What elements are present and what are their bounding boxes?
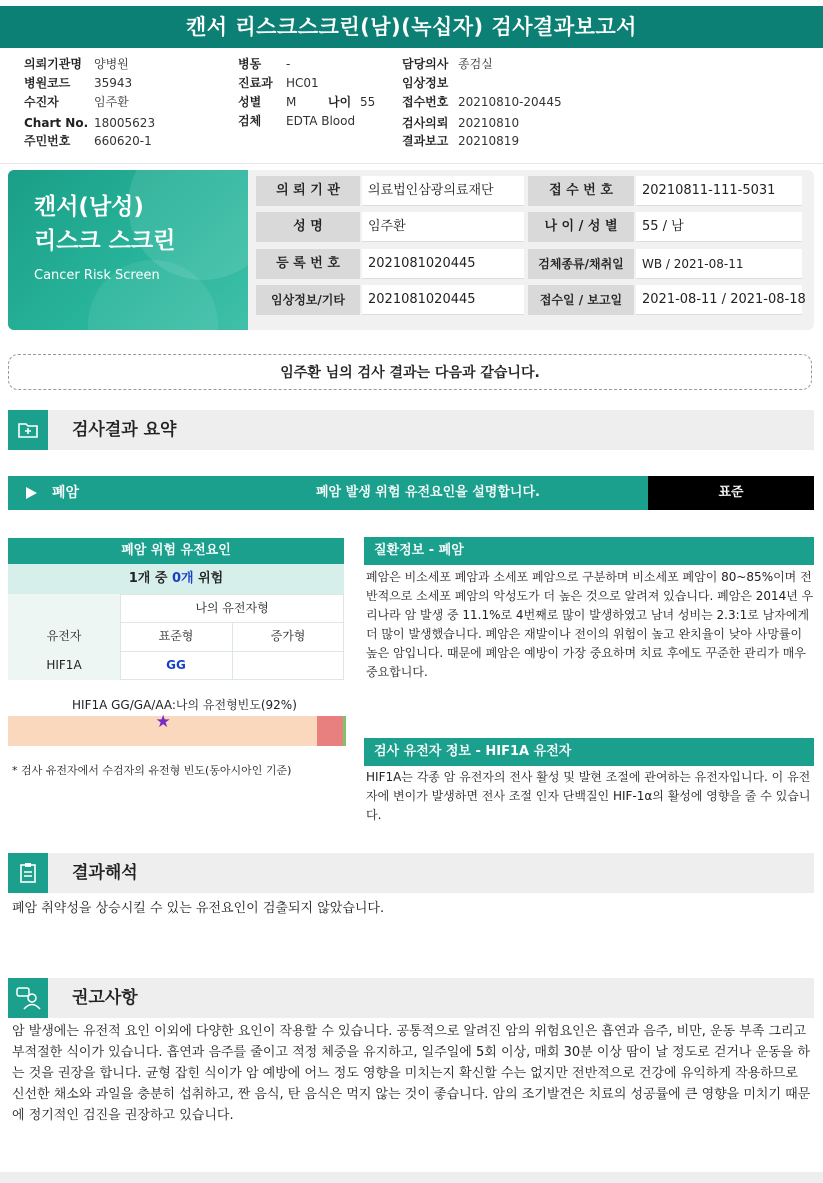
meta-clinical-info: 임상정보 bbox=[402, 76, 449, 90]
standard-genotype-cell: GG bbox=[166, 658, 186, 672]
meta-specimen: 검체 EDTA Blood bbox=[238, 114, 356, 128]
meta-chart-no: Chart No. 18005623 bbox=[24, 116, 156, 130]
my-genotype-star-icon: ★ bbox=[155, 712, 171, 732]
info-key-institution: 의 뢰 기 관 bbox=[256, 176, 360, 206]
recommendation-text: 암 발생에는 유전적 요인 이외에 다양한 요인이 작용할 수 있습니다. 공통적으로 알려진 암의 위험요인은 흡연과 음주, 비만, 운동 부족 그리고 부적절한 식이가 있습니다. 흡연과 음주를 줄이고 적정 체중을 유지하고, 일주일에 5회 이상, 매회 30분 이상 땀이 날 정도로 걷거나 운동을 하는 것을 권장을 합니다. 균형 잡힌 식이가 암 예방에 어느 정도 영향을 미치는지 확신할 수는 없지만 전반적으로 건강에 유익하게 작용하므로 신선한 채소와 과일을 충분히 섭취하고, 짠 음식, 탄 음식은 먹지 않는 것이 좋습니다. 암의 조기발견은 치료의 성공률에 큰 영향을 미치기 때문에 정기적인 검진을 권장하고 있습니다. bbox=[12, 1024, 811, 1123]
genotype-frequency-label: HIF1A GG/GA/AA:나의 유전형빈도(92%) bbox=[72, 698, 297, 712]
info-value-clinical: 2021081020445 bbox=[362, 285, 524, 315]
meta-department: 진료과 HC01 bbox=[238, 76, 319, 90]
hero-banner bbox=[8, 170, 248, 330]
meta-sex: 성별 M 나이 55 bbox=[238, 95, 376, 109]
meta-doctor: 담당의사 종검실 bbox=[402, 57, 493, 71]
disease-info-text: 폐암은 비소세포 폐암과 소세포 폐암으로 구분하며 비소세포 폐암이 80~85%이며 전반적으로 소세포 폐암의 악성도가 더 높은 것으로 알려져 있습니다. 폐암은 2014년 우리나라 암 발생 중 11.1%로 4번째로 많이 발생하였고 남녀 성비는 2.3:1로 남자에게 더 많이 발생했습니다. 폐암은 재발이나 전이의 위험이 높고 완치율이 낮아 사망률이 높은 암입니다. 때문에 폐암은 예방이 가장 중요하며 치료 후에도 꾸준한 관리가 매우 중요합니다. bbox=[366, 570, 814, 679]
info-key-dates: 접수일 / 보고일 bbox=[528, 285, 634, 315]
cancer-description: 폐암 발생 위험 유전요인을 설명합니다. bbox=[316, 485, 540, 500]
genotype-frequency-bar bbox=[8, 716, 346, 746]
meta-test-request: 검사의뢰 20210810 bbox=[402, 116, 520, 130]
summary-section-header bbox=[8, 410, 814, 450]
disease-info-header: 질환정보 - 폐암 bbox=[364, 537, 814, 565]
meta-patient: 수진자 임주환 bbox=[24, 95, 129, 109]
gene-name-cell: HIF1A bbox=[46, 658, 82, 672]
doctor-consult-icon bbox=[8, 978, 48, 1018]
cancer-name: 폐암 bbox=[52, 485, 80, 501]
recommendation-title: 권고사항 bbox=[72, 988, 138, 1008]
gene-info-header: 검사 유전자 정보 - HIF1A 유전자 bbox=[364, 738, 814, 766]
frequency-segment-1 bbox=[317, 716, 343, 746]
risk-grade-badge: 표준 bbox=[648, 476, 814, 510]
report-title: 캔서 리스크스크린(남)(녹십자) 검사결과보고서 bbox=[0, 6, 823, 48]
hero-subtitle: Cancer Risk Screen bbox=[34, 268, 160, 283]
my-genotype-header: 나의 유전자형 bbox=[195, 601, 269, 615]
info-key-age-sex: 나 이 / 성 별 bbox=[528, 212, 634, 242]
recommendation-section-header bbox=[8, 978, 814, 1018]
risk-count: 1개 중 0개 위험 bbox=[128, 571, 224, 586]
info-key-specimen: 검체종류/채취일 bbox=[528, 249, 634, 279]
gene-info-text: HIF1A는 각종 암 유전자의 전사 활성 및 발현 조절에 관여하는 유전자입니다. 이 유전자에 변이가 발생하면 전사 조절 인자 단백질인 HIF-1α의 활성에 영향을 줄 수 있습니다. bbox=[366, 770, 811, 822]
play-triangle-icon bbox=[26, 487, 37, 499]
result-greeting: 임주환 님의 검사 결과는 다음과 같습니다. bbox=[8, 354, 812, 390]
footer-strip bbox=[0, 1172, 823, 1183]
increased-genotype-cell bbox=[232, 651, 344, 680]
info-key-name: 성 명 bbox=[256, 212, 360, 242]
interpretation-title: 결과해석 bbox=[72, 863, 138, 883]
meta-resident-no: 주민번호 660620-1 bbox=[24, 134, 152, 148]
standard-column-header: 표준형 bbox=[158, 629, 194, 643]
info-value-name: 임주환 bbox=[362, 212, 524, 242]
increased-column-header: 증가형 bbox=[270, 629, 306, 643]
info-value-institution: 의료법인삼광의료재단 bbox=[362, 176, 524, 206]
meta-ward: 병동 - bbox=[238, 57, 291, 71]
interpretation-section-header bbox=[8, 853, 814, 893]
patient-meta bbox=[0, 56, 823, 164]
meta-hospital-code: 병원코드 35943 bbox=[24, 76, 133, 90]
risk-table-header: 폐암 위험 유전요인 bbox=[8, 538, 344, 564]
info-key-receipt: 접 수 번 호 bbox=[528, 176, 634, 206]
meta-receipt-no: 접수번호 20210810-20445 bbox=[402, 95, 562, 109]
info-value-dates: 2021-08-11 / 2021-08-18 bbox=[636, 285, 802, 315]
info-key-clinical: 임상정보/기타 bbox=[256, 285, 360, 315]
frequency-footnote: * 검사 유전자에서 수검자의 유전형 빈도(동아시아인 기준) bbox=[12, 764, 292, 777]
info-value-specimen: WB / 2021-08-11 bbox=[636, 249, 802, 279]
clipboard-icon bbox=[8, 853, 48, 893]
info-key-registration: 등 록 번 호 bbox=[256, 249, 360, 279]
meta-hospital-name: 의뢰기관명 양병원 bbox=[24, 57, 129, 71]
meta-result-report: 결과보고 20210819 bbox=[402, 134, 520, 148]
cancer-summary-bar bbox=[8, 476, 814, 510]
hero-title: 캔서(남성) 리스크 스크린 bbox=[34, 194, 176, 254]
summary-title: 검사결과 요약 bbox=[72, 420, 177, 440]
info-value-age-sex: 55 / 남 bbox=[636, 212, 802, 242]
frequency-segment-2 bbox=[343, 716, 346, 746]
folder-plus-icon bbox=[8, 410, 48, 450]
gene-column-header: 유전자 bbox=[46, 629, 82, 643]
info-value-registration: 2021081020445 bbox=[362, 249, 524, 279]
info-value-receipt: 20210811-111-5031 bbox=[636, 176, 802, 206]
interpretation-text: 폐암 취약성을 상승시킬 수 있는 유전요인이 검출되지 않았습니다. bbox=[12, 901, 385, 916]
